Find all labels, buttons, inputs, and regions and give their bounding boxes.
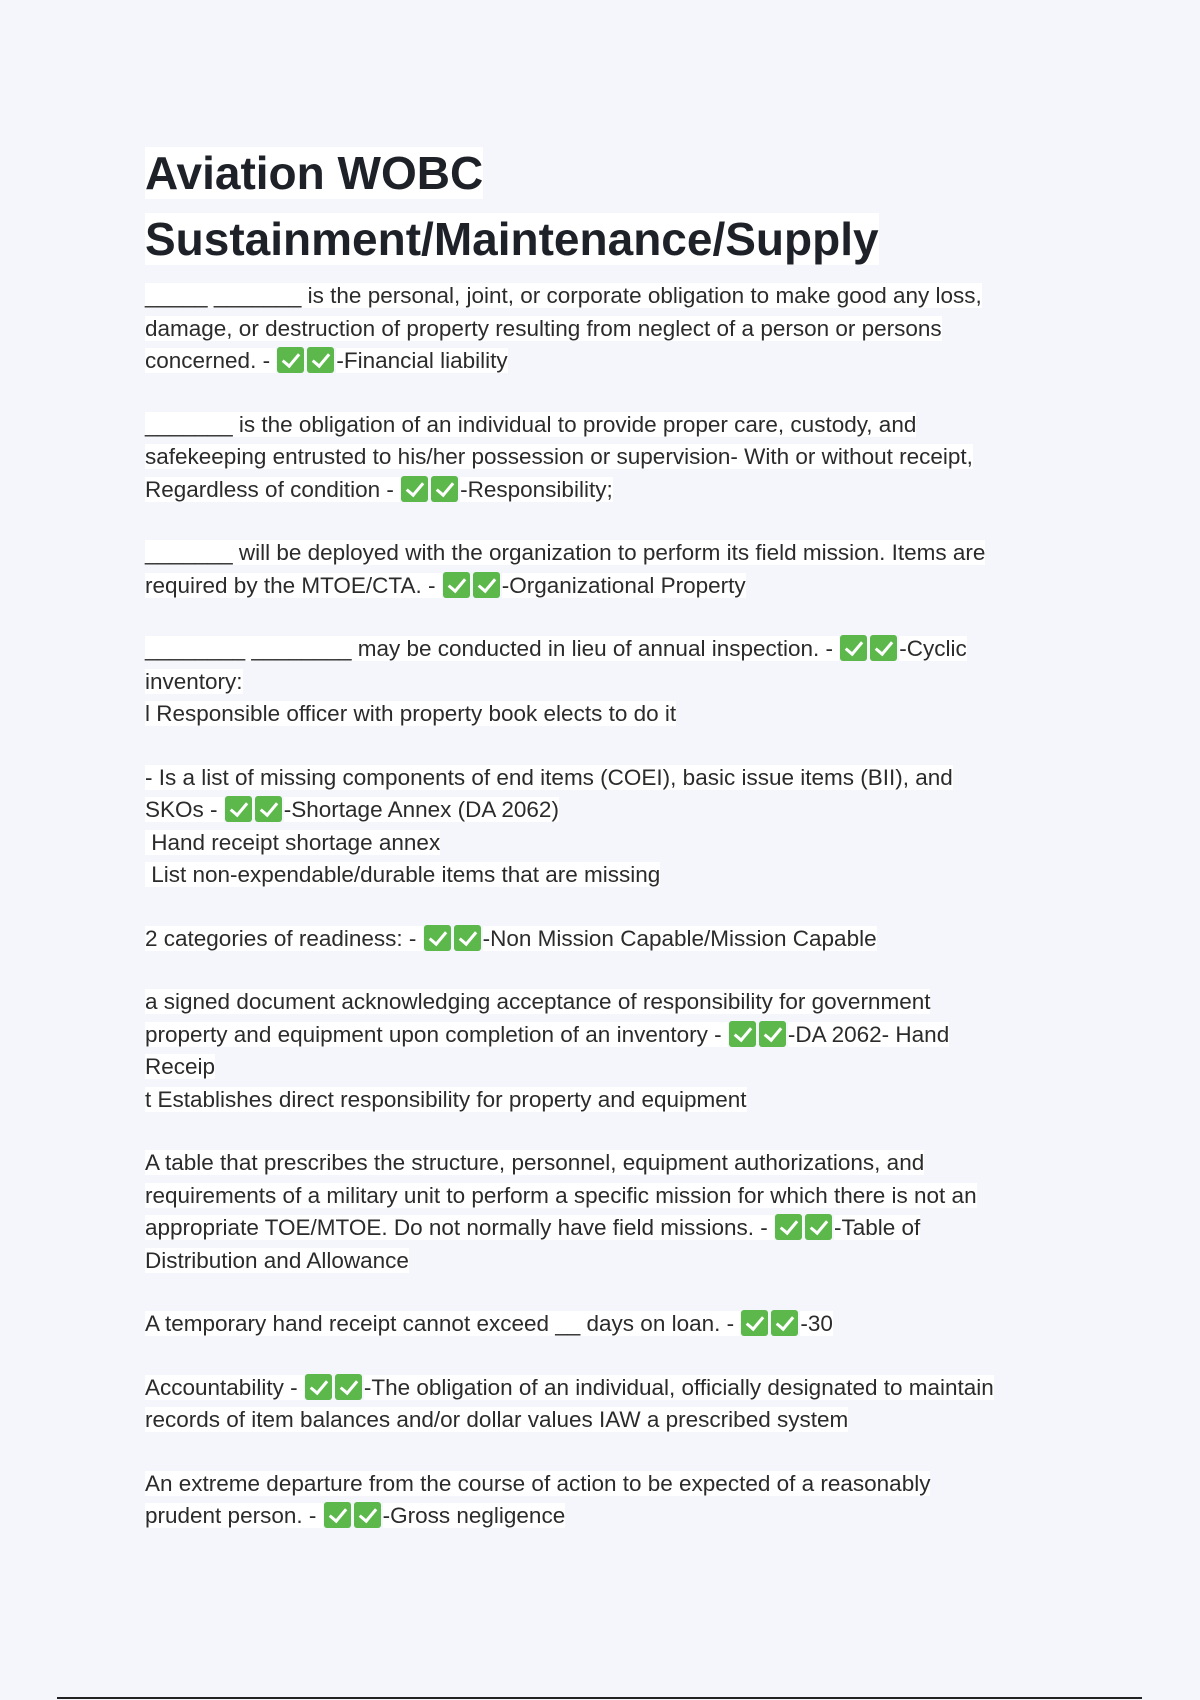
- flashcard-item: [145, 633, 1075, 731]
- check-mark-icon: [401, 476, 428, 502]
- flashcard-line: [145, 1245, 1075, 1278]
- check-mark-icon: [354, 1502, 381, 1528]
- check-mark-icon: [805, 1214, 832, 1240]
- check-mark-icon: [473, 572, 500, 598]
- flashcard-text: requirements of a military unit to perform a specific mission for which there is not an: [145, 1182, 977, 1208]
- flashcard-text: SKOs -: [145, 797, 224, 822]
- flashcard-line: [145, 1308, 1075, 1341]
- flashcard-text: _______ will be deployed with the organization to perform its field mission. Items are: [145, 540, 986, 565]
- flashcard-text: List non-expendable/durable items that are missing: [145, 862, 661, 887]
- page-bottom-divider: [57, 1697, 1142, 1699]
- flashcard-text: - Is a list of missing components of end items (COEI), basic issue items (BII), and: [145, 764, 953, 790]
- flashcard-line: [145, 698, 1075, 731]
- flashcard-line: [145, 1500, 1075, 1533]
- flashcard-line: [145, 1372, 1075, 1405]
- flashcard-text: -Financial liability: [336, 348, 508, 373]
- flashcard-line: [145, 441, 1075, 474]
- check-mark-icon: [305, 1374, 332, 1400]
- flashcard-text: appropriate TOE/MTOE. Do not normally have field missions. -: [145, 1215, 775, 1240]
- flashcard-text: records of item balances and/or dollar values IAW a prescribed system: [145, 1407, 849, 1432]
- flashcard-line: [145, 1212, 1075, 1245]
- check-mark-icon: [771, 1310, 798, 1336]
- flashcard-line: [145, 280, 1075, 313]
- flashcard-line: [145, 1147, 1075, 1180]
- check-mark-icon: [225, 796, 252, 822]
- flashcard-line: [145, 1180, 1075, 1213]
- flashcard-line: [145, 666, 1075, 699]
- flashcard-text: inventory:: [145, 668, 243, 694]
- flashcard-text: -DA 2062- Hand: [787, 1021, 950, 1047]
- flashcard-line: [145, 1019, 1075, 1052]
- flashcard-text: Receip: [145, 1054, 216, 1079]
- check-mark-icon: [729, 1021, 756, 1047]
- flashcard-text: _______ is the obligation of an individual to provide proper care, custody, and: [145, 411, 917, 437]
- check-mark-icon: [335, 1374, 362, 1400]
- check-mark-icon: [324, 1502, 351, 1528]
- flashcard-text: damage, or destruction of property resulting from neglect of a person or persons: [145, 315, 942, 341]
- flashcard-text: property and equipment upon completion of an inventory -: [145, 1021, 728, 1047]
- check-mark-icon: [775, 1214, 802, 1240]
- flashcard-text: -Organizational Property: [501, 572, 746, 598]
- check-mark-icon: [277, 347, 304, 373]
- flashcard-line: [145, 570, 1075, 603]
- flashcard-line: [145, 345, 1075, 378]
- flashcard-text: Hand receipt shortage annex: [145, 829, 441, 855]
- flashcard-text: 2 categories of readiness: -: [145, 925, 423, 951]
- flashcard-text: required by the MTOE/CTA. -: [145, 572, 442, 598]
- check-mark-icon: [759, 1021, 786, 1047]
- check-mark-icon: [840, 635, 867, 661]
- flashcard-line: [145, 794, 1075, 827]
- flashcard-line: [145, 313, 1075, 346]
- flashcard-text: ________ ________ may be conducted in lieu of annual inspection. -: [145, 636, 840, 661]
- flashcard-text: Accountability -: [145, 1374, 304, 1400]
- check-mark-icon: [424, 925, 451, 951]
- flashcard-item: [145, 537, 1075, 602]
- flashcard-line: [145, 986, 1075, 1019]
- check-mark-icon: [443, 572, 470, 598]
- flashcard-item: [145, 1468, 1075, 1533]
- check-mark-icon: [431, 476, 458, 502]
- flashcard-text: -Table of: [834, 1215, 921, 1240]
- flashcard-line: [145, 859, 1075, 892]
- flashcard-text: -Cyclic: [899, 636, 967, 661]
- flashcard-text: -Responsibility;: [460, 476, 613, 502]
- flashcard-text: -Shortage Annex (DA 2062): [283, 797, 559, 822]
- flashcard-text: Regardless of condition -: [145, 476, 401, 502]
- check-mark-icon: [741, 1310, 768, 1336]
- flashcard-text: A temporary hand receipt cannot exceed __ days on loan. -: [145, 1311, 741, 1336]
- flashcard-text: a signed document acknowledging acceptance of responsibility for government: [145, 989, 931, 1014]
- flashcard-line: [145, 1084, 1075, 1117]
- flashcard-line: [145, 762, 1075, 795]
- flashcard-line: [145, 923, 1075, 956]
- document-title: [145, 140, 1075, 272]
- title-line-1: Aviation WOBC: [145, 147, 484, 199]
- check-mark-icon: [454, 925, 481, 951]
- flashcard-item: [145, 986, 1075, 1116]
- title-line-2: Sustainment/Maintenance/Supply: [145, 213, 879, 265]
- flashcard-text: -30: [800, 1311, 833, 1336]
- flashcard-line: [145, 474, 1075, 507]
- document-content: [145, 140, 1075, 1564]
- flashcard-list: [145, 280, 1075, 1533]
- flashcard-item: [145, 280, 1075, 378]
- flashcard-line: [145, 633, 1075, 666]
- flashcard-text: t Establishes direct responsibility for property and equipment: [145, 1086, 747, 1112]
- flashcard-line: [145, 537, 1075, 570]
- flashcard-item: [145, 1147, 1075, 1277]
- flashcard-text: -The obligation of an individual, officially designated to maintain: [363, 1374, 994, 1400]
- flashcard-item: [145, 923, 1075, 956]
- check-mark-icon: [870, 635, 897, 661]
- flashcard-line: [145, 1404, 1075, 1437]
- flashcard-line: [145, 409, 1075, 442]
- flashcard-text: Distribution and Allowance: [145, 1247, 409, 1273]
- flashcard-text: concerned. -: [145, 348, 277, 373]
- flashcard-text: An extreme departure from the course of action to be expected of a reasonably: [145, 1470, 931, 1496]
- flashcard-item: [145, 409, 1075, 507]
- flashcard-text: A table that prescribes the structure, personnel, equipment authorizations, and: [145, 1150, 925, 1175]
- flashcard-text: safekeeping entrusted to his/her possession or supervision- With or without receipt,: [145, 444, 973, 469]
- flashcard-text: -Gross negligence: [382, 1503, 566, 1528]
- flashcard-line: [145, 1468, 1075, 1501]
- check-mark-icon: [255, 796, 282, 822]
- flashcard-text: _____ _______ is the personal, joint, or corporate obligation to make good any loss,: [145, 283, 982, 308]
- flashcard-text: -Non Mission Capable/Mission Capable: [482, 925, 877, 951]
- flashcard-item: [145, 1372, 1075, 1437]
- flashcard-text: l Responsible officer with property book elects to do it: [145, 701, 677, 726]
- flashcard-line: [145, 1051, 1075, 1084]
- flashcard-item: [145, 762, 1075, 892]
- flashcard-text: prudent person. -: [145, 1503, 323, 1528]
- flashcard-line: [145, 827, 1075, 860]
- check-mark-icon: [307, 347, 334, 373]
- flashcard-item: [145, 1308, 1075, 1341]
